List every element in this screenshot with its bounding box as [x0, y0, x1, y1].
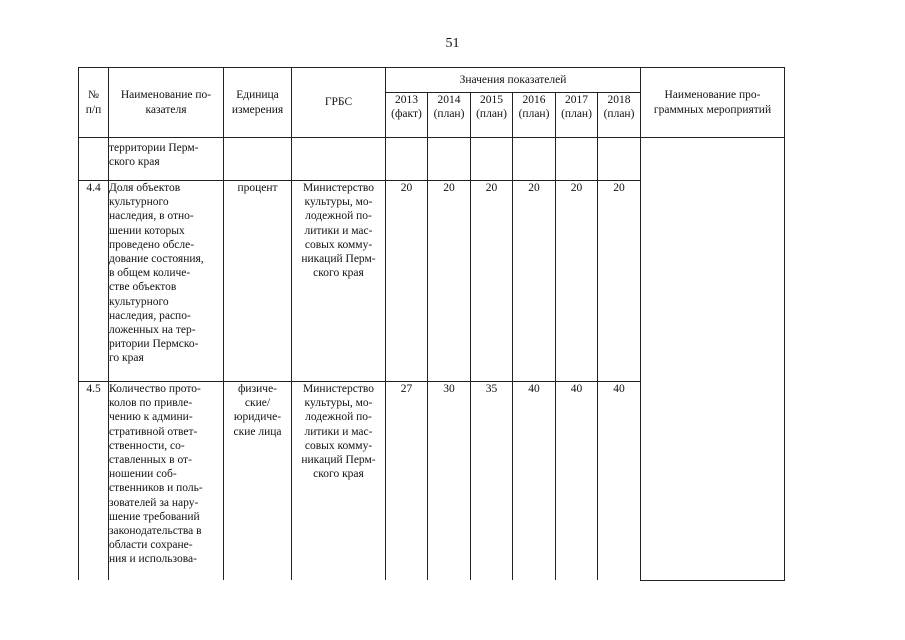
value-2017: 20 — [556, 181, 598, 382]
header-year-2013: 2013 (факт) — [386, 93, 428, 138]
indicators-table — [78, 67, 785, 581]
header-num: № п/п — [79, 68, 109, 138]
header-program: Наименование про- граммных мероприятий — [641, 68, 785, 138]
value-2015: 35 — [471, 382, 513, 581]
header-name: Наименование по- казателя — [109, 68, 224, 138]
header-year-2016: 2016 (план) — [513, 93, 556, 138]
header-year-2014: 2014 (план) — [428, 93, 471, 138]
value-2013: 27 — [386, 382, 428, 581]
indicator-name: Доля объектов культурного наследия, в отно- шении которых проведено обсле- дование состояния, в общем количе- стве объектов культурного наследия, распо- ложенных на тер- ритории Пермско- го края — [109, 181, 224, 382]
value-2016: 20 — [513, 181, 556, 382]
value-2014: 20 — [428, 181, 471, 382]
header-year-2017: 2017 (план) — [556, 93, 598, 138]
value-2014: 30 — [428, 382, 471, 581]
row-num — [79, 138, 109, 181]
value-2014 — [428, 138, 471, 181]
value-2013 — [386, 138, 428, 181]
indicator-name: территории Перм- ского края — [109, 138, 224, 181]
header-year-2015: 2015 (план) — [471, 93, 513, 138]
unit-cell: процент — [224, 181, 292, 382]
grbs-cell: Министерство культуры, мо- лодежной по- литики и мас- совых комму- никаций Перм- ского края — [292, 382, 386, 581]
value-2016: 40 — [513, 382, 556, 581]
grbs-cell — [292, 138, 386, 181]
grbs-cell: Министерство культуры, мо- лодежной по- литики и мас- совых комму- никаций Перм- ского края — [292, 181, 386, 382]
header-values-title: Значения показателей — [386, 68, 641, 93]
value-2018: 40 — [598, 382, 641, 581]
row-num: 4.4 — [79, 181, 109, 382]
value-2015 — [471, 138, 513, 181]
header-grbs: ГРБС — [292, 68, 386, 138]
unit-cell — [224, 138, 292, 181]
header-unit: Единица измерения — [224, 68, 292, 138]
value-2018: 20 — [598, 181, 641, 382]
value-2017 — [556, 138, 598, 181]
program-cell — [641, 138, 785, 581]
table-row — [79, 138, 785, 181]
value-2018 — [598, 138, 641, 181]
value-2013: 20 — [386, 181, 428, 382]
value-2017: 40 — [556, 382, 598, 581]
page-number: 51 — [445, 36, 460, 51]
value-2016 — [513, 138, 556, 181]
indicator-name: Количество прото- колов по привле- чению к админи- стративной ответ- ственности, со- ставленных в от- ношении соб- ственников и поль- зователей за нару- шение требований законодательства в области сохране- ния и использова- — [109, 382, 224, 581]
unit-cell: физиче- ские/ юридиче- ские лица — [224, 382, 292, 581]
header-year-2018: 2018 (план) — [598, 93, 641, 138]
row-num: 4.5 — [79, 382, 109, 581]
value-2015: 20 — [471, 181, 513, 382]
